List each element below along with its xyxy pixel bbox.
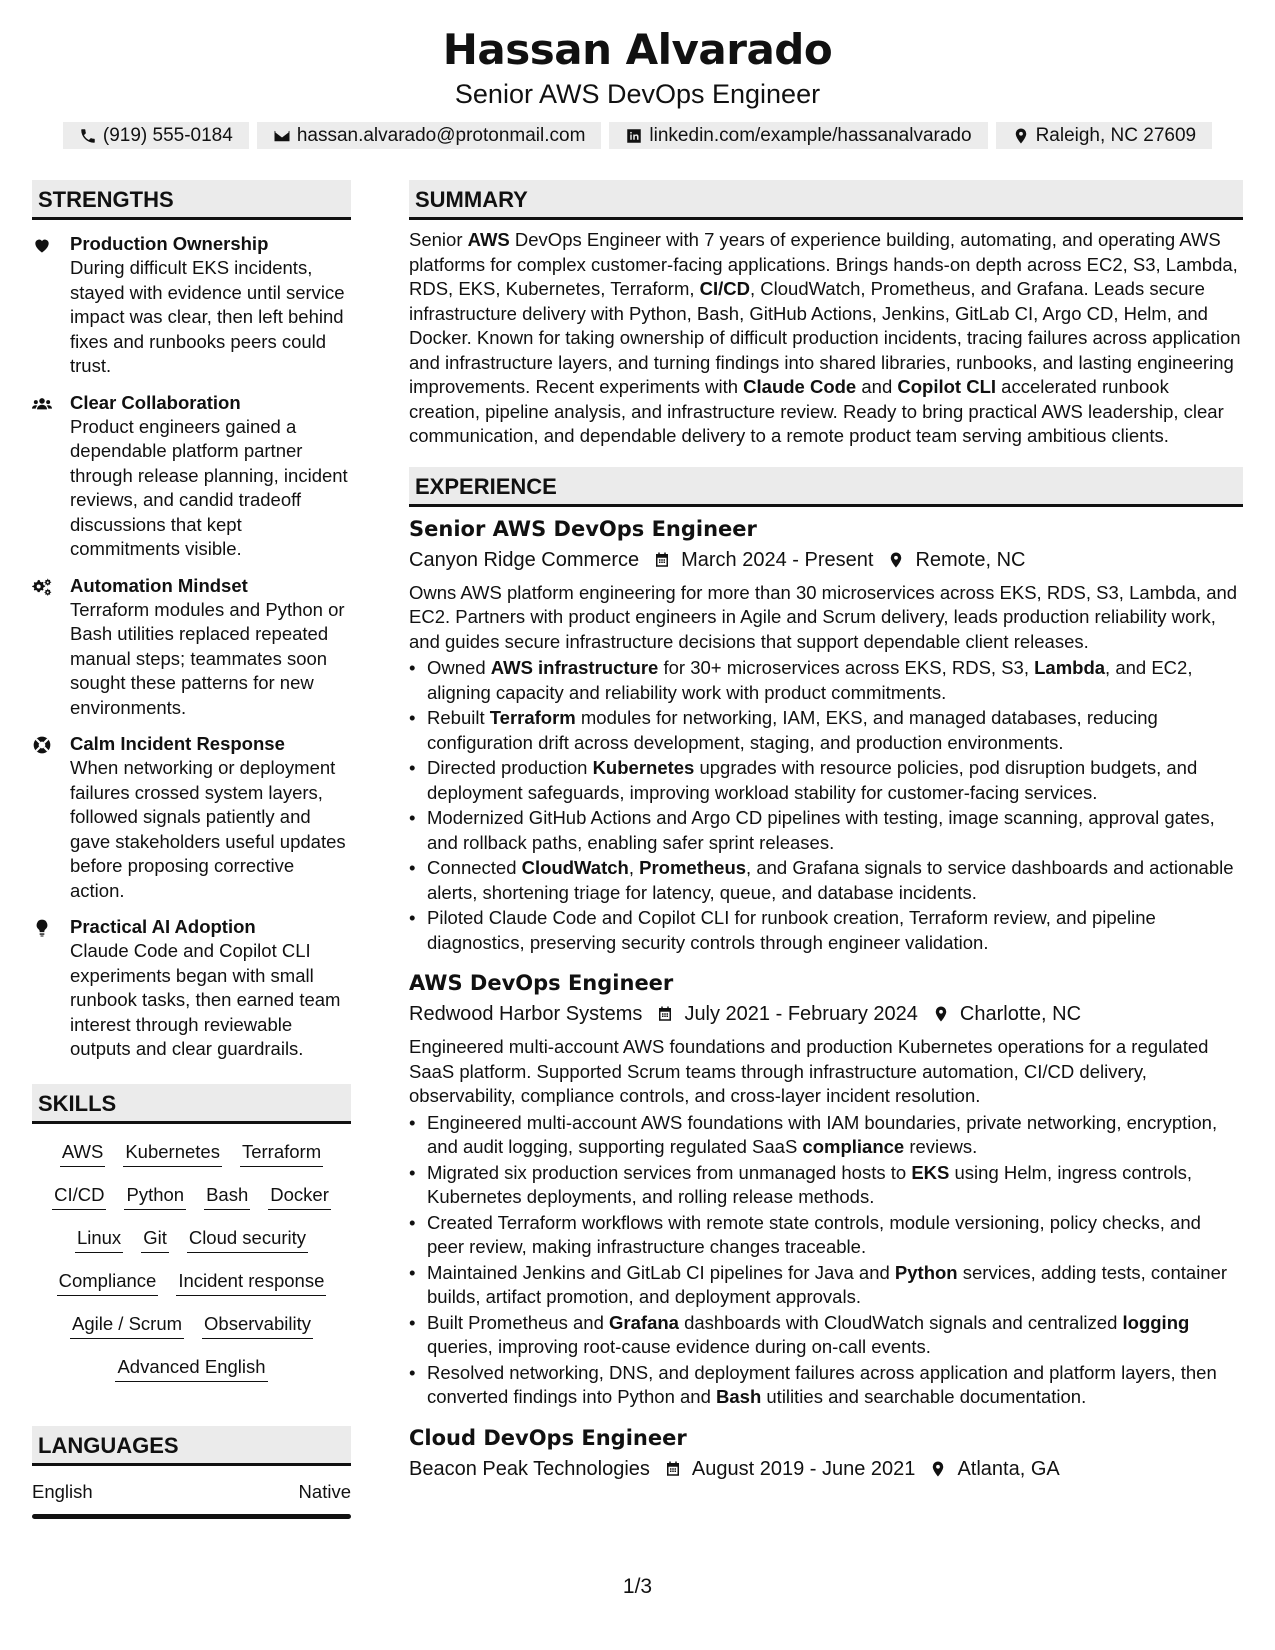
job-title: Cloud DevOps Engineer xyxy=(409,1425,687,1450)
job-entry xyxy=(409,515,1243,956)
strength-item xyxy=(32,732,351,903)
skill-tag: Python xyxy=(124,1183,186,1210)
language-name: English xyxy=(32,1480,93,1502)
skill-tag: Advanced English xyxy=(115,1355,267,1382)
job-description: Owns AWS platform engineering for more than 30 microservices across EKS, RDS, S3, Lambda, and EC2. Partners with product engineers in Agile and Scrum delivery, leads production reliability work, and guides secure infrastructure decisions that support dependable client releases. xyxy=(409,581,1238,652)
skill-tag: Bash xyxy=(204,1183,250,1210)
strength-desc: When networking or deployment failures crossed system layers, followed signals patiently and gave stakeholders useful updates before proposing corrective action. xyxy=(70,757,346,901)
calendar-icon xyxy=(656,1005,674,1023)
strength-item xyxy=(32,915,351,1062)
map-pin-icon xyxy=(887,551,905,569)
job-location: Atlanta, GA xyxy=(957,1457,1060,1480)
lifebuoy-icon xyxy=(32,735,52,755)
language-proficiency-bar xyxy=(32,1514,351,1519)
contact-linkedin[interactable] xyxy=(609,122,987,149)
job-company: Beacon Peak Technologies xyxy=(409,1457,650,1480)
sidebar xyxy=(32,180,351,1519)
job-meta xyxy=(409,546,1243,574)
main-column xyxy=(409,180,1243,1483)
skill-tag: AWS xyxy=(60,1140,105,1167)
summary-heading: SUMMARY xyxy=(409,180,1243,220)
strength-item xyxy=(32,232,351,379)
job-description: Engineered multi-account AWS foundations and production Kubernetes operations for a regulated SaaS platform. Supported Scrum teams through infrastructure automation, CI/CD delivery, observability, compliance controls, and cross-layer incident resolution. xyxy=(409,1036,1209,1106)
candidate-name: Hassan Alvarado xyxy=(442,25,833,74)
job-entry xyxy=(409,1424,1243,1483)
strength-title: Calm Incident Response xyxy=(70,733,285,754)
contact-bar xyxy=(0,122,1275,149)
gears-icon xyxy=(32,577,52,597)
users-icon xyxy=(32,394,52,414)
job-entry xyxy=(409,969,1243,1410)
calendar-icon xyxy=(664,1460,682,1478)
job-dates: July 2021 - February 2024 xyxy=(684,1003,918,1025)
skills-heading: SKILLS xyxy=(32,1084,351,1124)
strength-desc: Product engineers gained a dependable platform partner through release planning, incident reviews, and candid tradeoff discussions that kept commitments visible. xyxy=(70,415,348,559)
strength-title: Automation Mindset xyxy=(70,574,248,596)
candidate-title: Senior AWS DevOps Engineer xyxy=(454,79,821,109)
contact-email[interactable] xyxy=(257,122,602,149)
skill-tag: Incident response xyxy=(176,1269,326,1296)
skill-tag: Terraform xyxy=(240,1140,323,1167)
job-title: AWS DevOps Engineer xyxy=(409,971,674,995)
job-dates: March 2024 - Present xyxy=(681,548,874,571)
linkedin-icon xyxy=(625,127,643,145)
resume-header xyxy=(0,24,1275,149)
contact-linkedin-text: linkedin.com/example/hassanalvarado xyxy=(649,125,972,146)
map-pin-icon xyxy=(1012,127,1030,145)
contact-location-text: Raleigh, NC 27609 xyxy=(1035,125,1197,146)
strength-desc: During difficult EKS incidents, stayed with evidence until service impact was clear, then left behind fixes and runbooks peers could trust. xyxy=(70,257,345,376)
skill-tag: Agile / Scrum xyxy=(70,1312,184,1339)
contact-email-text: hassan.alvarado@protonmail.com xyxy=(296,125,586,146)
strength-title: Production Ownership xyxy=(70,233,269,254)
skill-tag: CI/CD xyxy=(52,1183,106,1210)
job-title: Senior AWS DevOps Engineer xyxy=(409,516,757,541)
job-bullet: • Modernized GitHub Actions and Argo CD pipelines with testing, image scanning, approval gates, and rollback paths, enabling safer sprint releases. xyxy=(409,806,1243,855)
job-bullet: • Directed production Kubernetes upgrades with resource policies, pod disruption budgets, and deployment safeguards, improving workload stability for customer-facing services. xyxy=(409,756,1243,805)
job-company: Redwood Harbor Systems xyxy=(409,1003,643,1025)
strengths-heading: STRENGTHS xyxy=(32,180,351,220)
phone-icon xyxy=(79,127,97,145)
map-pin-icon xyxy=(929,1460,947,1478)
skill-tag: Linux xyxy=(75,1226,123,1253)
job-bullet: • Maintained Jenkins and GitLab CI pipelines for Java and Python services, adding tests, container builds, artifact promotion, and deployment approvals. xyxy=(409,1261,1243,1310)
strength-item xyxy=(32,574,351,721)
strength-desc: Claude Code and Copilot CLI experiments began with small runbook tasks, then earned team interest through reviewable outputs and clear guardrails. xyxy=(70,940,341,1059)
job-bullets xyxy=(409,656,1243,955)
experience-list xyxy=(409,515,1243,1483)
contact-phone-text: (919) 555-0184 xyxy=(102,125,233,146)
contact-location xyxy=(996,122,1213,149)
job-bullet: • Owned AWS infrastructure for 30+ microservices across EKS, RDS, S3, Lambda, and EC2, aligning capacity and reliability work with product commitments. xyxy=(409,656,1243,705)
languages-heading: LANGUAGES xyxy=(32,1426,351,1466)
contact-phone[interactable] xyxy=(63,122,249,149)
job-meta xyxy=(409,1455,1243,1483)
job-meta xyxy=(409,1000,1243,1028)
language-level: Native xyxy=(298,1480,351,1502)
heart-icon xyxy=(32,235,52,255)
language-item xyxy=(32,1480,351,1504)
job-dates: August 2019 - June 2021 xyxy=(691,1457,916,1480)
page-number: 1/3 xyxy=(622,1575,653,1598)
job-bullets xyxy=(409,1111,1243,1410)
strength-desc: Terraform modules and Python or Bash utilities replaced repeated manual steps; teammates soon sought these patterns for new environments. xyxy=(70,598,345,718)
job-company: Canyon Ridge Commerce xyxy=(409,548,640,571)
skill-tag: Docker xyxy=(268,1183,331,1210)
strength-item xyxy=(32,391,351,562)
skill-tag: Observability xyxy=(202,1312,313,1339)
job-location: Charlotte, NC xyxy=(959,1003,1082,1025)
job-bullet: • Rebuilt Terraform modules for networking, IAM, EKS, and managed databases, reducing configuration drift across development, staging, and production environments. xyxy=(409,706,1243,755)
job-bullet: • Built Prometheus and Grafana dashboards with CloudWatch signals and centralized logging queries, improving root-cause evidence during on-call events. xyxy=(409,1311,1243,1360)
job-bullet: • Engineered multi-account AWS foundations with IAM boundaries, private networking, encryption, and audit logging, supporting regulated SaaS compliance reviews. xyxy=(409,1111,1243,1160)
lightbulb-icon xyxy=(32,918,52,938)
strength-title: Practical AI Adoption xyxy=(70,916,256,937)
calendar-icon xyxy=(653,551,671,569)
job-bullet: • Migrated six production services from unmanaged hosts to EKS using Helm, ingress controls, Kubernetes deployments, and rolling release methods. xyxy=(409,1161,1243,1210)
job-bullet: • Connected CloudWatch, Prometheus, and Grafana signals to service dashboards and actionable alerts, shortening triage for latency, queue, and database incidents. xyxy=(409,856,1243,905)
job-bullet: • Resolved networking, DNS, and deployment failures across application and platform layers, then converted findings into Python and Bash utilities and searchable documentation. xyxy=(409,1361,1243,1410)
strength-title: Clear Collaboration xyxy=(70,391,241,413)
envelope-icon xyxy=(273,127,291,145)
experience-heading: EXPERIENCE xyxy=(409,467,1243,507)
skills-list xyxy=(32,1124,351,1382)
job-bullet: • Created Terraform workflows with remote state controls, module versioning, policy checks, and peer review, making infrastructure changes traceable. xyxy=(409,1211,1243,1260)
skill-tag: Cloud security xyxy=(187,1226,308,1253)
job-location: Remote, NC xyxy=(915,548,1026,571)
summary-text: Senior AWS DevOps Engineer with 7 years of experience building, automating, and operating AWS platforms for complex customer-facing applications. Brings hands-on depth across EC2, S3, Lambda, RDS, EKS, Kubernetes, Terraform, CI/CD, CloudWatch, Prometheus, and Grafana. Leads secure infrastructure delivery with Python, Bash, GitHub Actions, Jenkins, GitLab CI, Argo CD, Helm, and Docker. Known for taking ownership of difficult production incidents, tracing failures across application and infrastructure layers, and turning findings into shared libraries, runbooks, and lasting engineering improvements. Recent experiments with Claude Code and Copilot CLI accelerated runbook creation, pipeline analysis, and infrastructure review. Ready to bring practical AWS leadership, clear communication, and dependable delivery to a remote product team serving ambitious clients. xyxy=(409,229,1241,446)
skill-tag: Git xyxy=(141,1226,169,1253)
job-bullet: • Piloted Claude Code and Copilot CLI for runbook creation, Terraform review, and pipeline diagnostics, preserving security controls through engineer validation. xyxy=(409,906,1243,955)
map-pin-icon xyxy=(932,1005,950,1023)
skill-tag: Compliance xyxy=(57,1269,159,1296)
skill-tag: Kubernetes xyxy=(123,1140,222,1167)
